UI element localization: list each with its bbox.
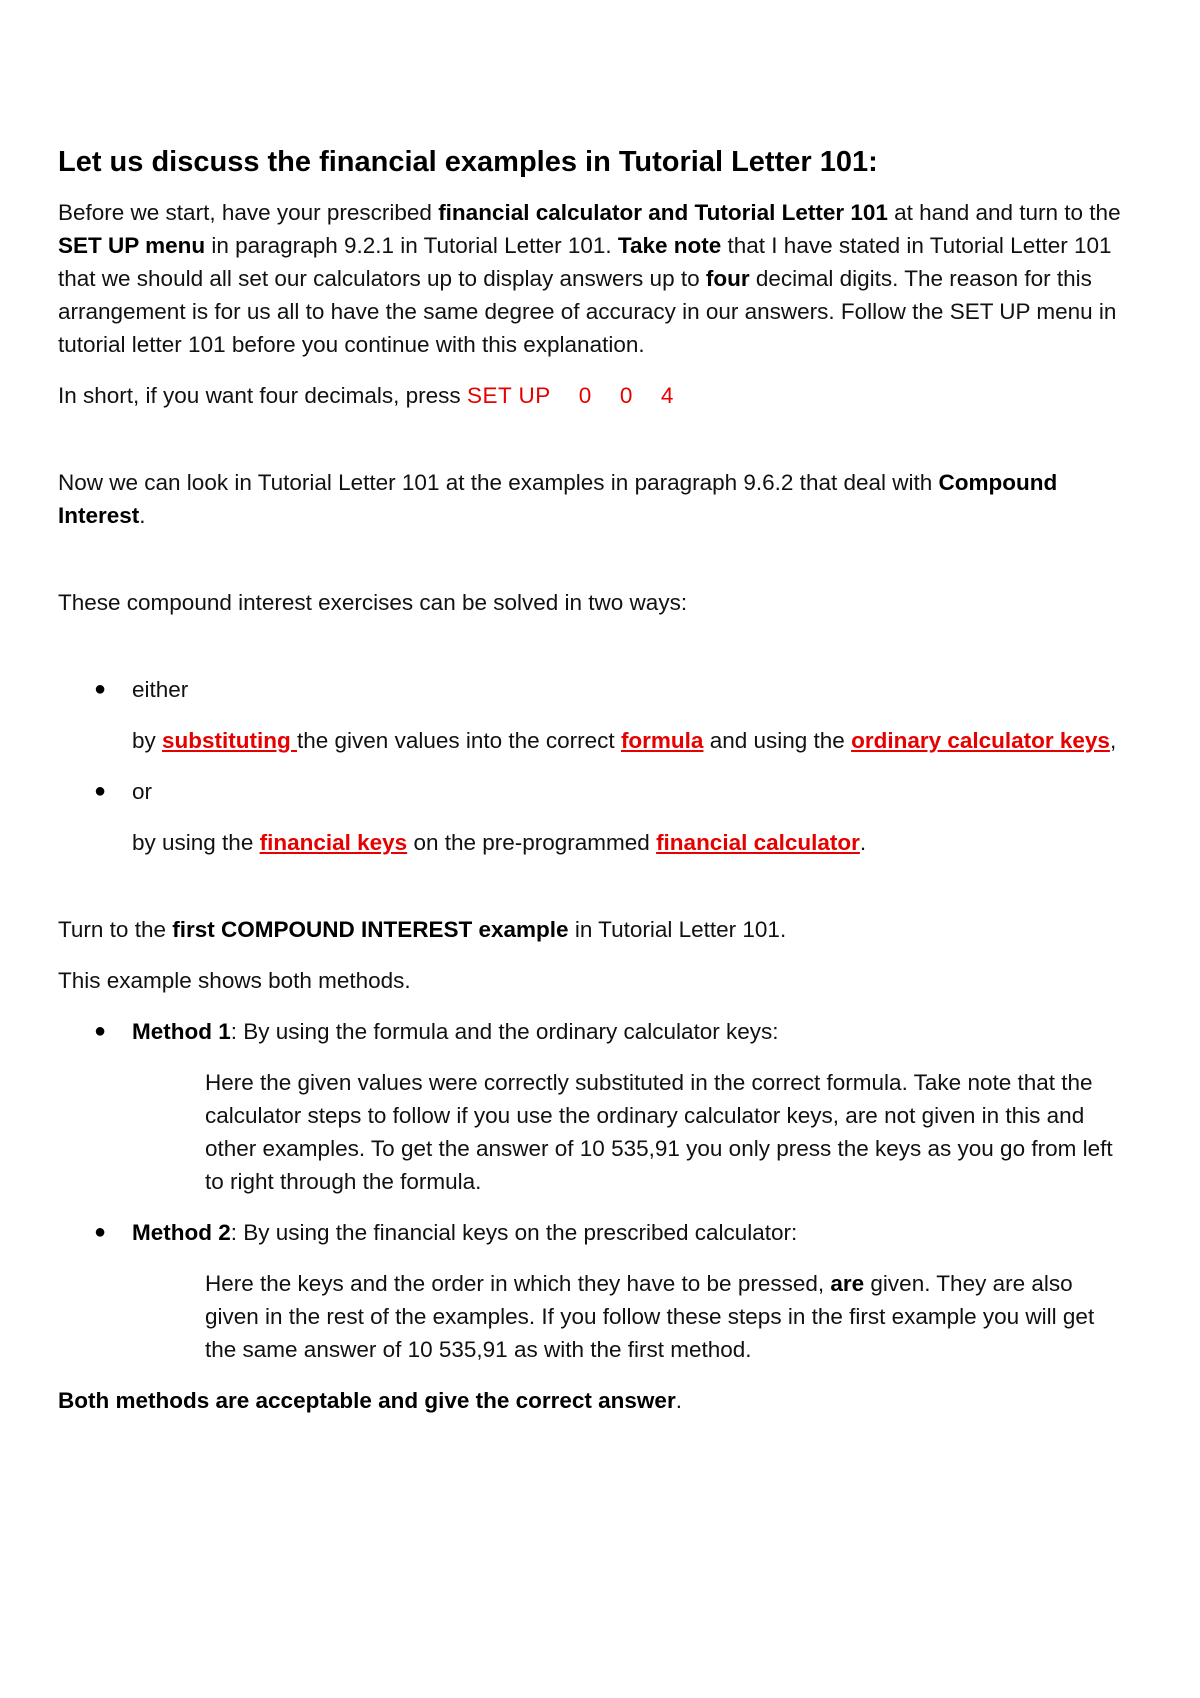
emphasis-calculator: financial calculator and Tutorial Letter 101	[438, 200, 888, 225]
page-title: Let us discuss the financial examples in Tutorial Letter 101:	[58, 146, 878, 178]
link-financial-keys[interactable]: financial keys	[259, 830, 408, 855]
method-2-label: Method 2	[132, 1220, 231, 1245]
emphasis-first-example: first COMPOUND INTEREST example	[172, 917, 569, 942]
either-detail: by substituting the given values into the correct formula and using the ordinary calculator keys,	[132, 728, 1117, 753]
two-ways-paragraph: These compound interest exercises can be solved in two ways:	[58, 590, 688, 615]
emphasis-conclusion: Both methods are acceptable and give the correct answer	[58, 1388, 676, 1413]
key-four: 4	[660, 383, 674, 408]
compound-interest-intro: Now we can look in Tutorial Letter 101 at the examples in paragraph 9.6.2 that deal with Compound Interest.	[58, 470, 1058, 528]
emphasis-are: are	[830, 1271, 865, 1296]
emphasis-setup-menu: SET UP menu	[58, 233, 206, 258]
bullet-method-1: ● Method 1: By using the formula and the ordinary calculator keys:	[58, 1015, 1128, 1048]
method-1-detail: Here the given values were correctly substituted in the correct formula. Take note that the calculator steps to follow if you use the ordinary calculator keys, are not given in this and other examples. To get the answer of 10 535,91 you only press the keys as you go from left to right through the formula.	[205, 1070, 1113, 1194]
key-zero-1: 0	[578, 383, 592, 408]
setup-key: SET UP	[466, 383, 551, 408]
intro-paragraph: Before we start, have your prescribed financial calculator and Tutorial Letter 101 at hand and turn to the SET UP menu in paragraph 9.2.1 in Tutorial Letter 101. Take note that I have stated in Tutorial Letter 101 that we should all set our calculators up to display answers up to four decimal digits. The reason for this arrangement is for us all to have the same degree of accuracy in our answers. Follow the SET UP menu in tutorial letter 101 before you continue with this explanation.	[58, 200, 1121, 357]
link-formula[interactable]: formula	[620, 728, 704, 753]
document-page	[58, 142, 1128, 1435]
emphasis-compound-interest: Compound Interest	[58, 470, 1058, 528]
link-ordinary-calculator-keys[interactable]: ordinary calculator keys	[851, 728, 1110, 753]
key-zero-2: 0	[619, 383, 633, 408]
or-detail: by using the financial keys on the pre-programmed financial calculator.	[132, 830, 867, 855]
setup-key-sequence	[467, 383, 674, 408]
both-methods-paragraph: This example shows both methods.	[58, 968, 411, 993]
bullet-method-2: ● Method 2: By using the financial keys on the prescribed calculator:	[58, 1216, 1128, 1249]
bullet-dot-icon: ●	[94, 678, 107, 700]
method-1-label: Method 1	[132, 1019, 231, 1044]
bullet-either: ● either	[58, 673, 1128, 706]
conclusion-paragraph: Both methods are acceptable and give the correct answer.	[58, 1388, 682, 1413]
emphasis-take-note: Take note	[617, 233, 722, 258]
method-2-detail: Here the keys and the order in which they have to be pressed, are given. They are also given in the rest of the examples. If you follow these steps in the first example you will get the same answer of 10 535,91 as with the first method.	[205, 1271, 1095, 1362]
first-example-paragraph: Turn to the first COMPOUND INTEREST example in Tutorial Letter 101.	[58, 917, 787, 942]
bullet-dot-icon: ●	[94, 1020, 107, 1042]
emphasis-four: four	[705, 266, 750, 291]
setup-keys-paragraph: In short, if you want four decimals, press SET UP 0 0 4	[58, 379, 1128, 412]
link-substituting[interactable]: substituting	[162, 728, 297, 753]
bullet-dot-icon: ●	[94, 780, 107, 802]
link-financial-calculator[interactable]: financial calculator	[656, 830, 860, 855]
bullet-or: ● or	[58, 775, 1128, 808]
bullet-dot-icon: ●	[94, 1221, 107, 1243]
